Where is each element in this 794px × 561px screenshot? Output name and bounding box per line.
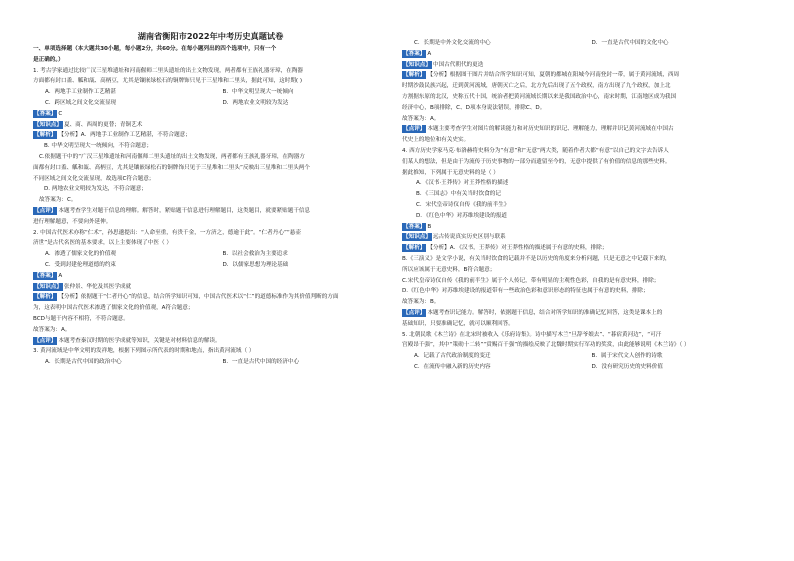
option-a: A．记载了古代政治制度的变迁 <box>414 353 491 360</box>
explain-line: 时期沙鼓民族兴起，迁到黄河流域，唐朝灭亡之后，北方先后出现了五个政权，南方出现了九个政权，加上北 <box>402 83 671 90</box>
comment-text: 本题考查学生对题干信息的理解。解答时，紧贴题干信息进行理解题目，这类题目，就要紧贴题干信息 <box>58 207 311 214</box>
point-tag: 【知识点】 <box>34 121 62 128</box>
explain-line: 不同区域之间文化交流显现，故选项C符合题意； <box>33 175 155 182</box>
answer-value: C <box>58 110 63 117</box>
analysis-tag: 【解析】 <box>34 132 57 139</box>
left-column <box>33 30 388 368</box>
comment-line: 基础知识，只要准确记忆，就可以顺利回答。 <box>402 320 514 327</box>
comment-line <box>402 308 757 319</box>
comment-line: 代史上的地位和有关史实。 <box>402 137 470 144</box>
explain-line: 面都有封口盉、觚和瓿、高柄豆，尤其是镶嵌绿松石的铜牌饰只见于三星堆和二里头”反映出三星堆和二里头两个 <box>33 164 310 171</box>
analysis-tag: 【解析】 <box>403 72 426 79</box>
answer-line <box>402 49 757 60</box>
option-c: C．跨区域之间文化交流显现 <box>45 99 117 106</box>
option-a: A．《汉书·王莽传》对王莽性格的描述 <box>416 180 509 187</box>
analysis-tag: 【解析】 <box>403 245 426 252</box>
explain-line: B.《三演义》是文学小说，有关当时饮食的记载并不是以历史的角度来分析问题，只是无意之中记载下来的， <box>402 255 671 262</box>
option-d: D．以儒家思想为理论基础 <box>222 261 289 268</box>
comment-line: 进行理解题意，不要向外延伸。 <box>33 218 112 225</box>
question-stem: 宫殿昂千强”，其中“策勋十二转”“赏赐百千强”的描绘反映了北魏时期实行军功的奖赏，由此能够说明《木兰诗》（ ） <box>402 342 690 349</box>
explain-line: 所以应该属于无意史料，B符合题意； <box>402 266 496 273</box>
comment-tag: 【点评】 <box>403 309 426 316</box>
analysis-line <box>33 130 388 141</box>
option-d: D．没有研究历史的史料价值 <box>591 363 663 370</box>
point-text: 中国古代朝代的更迭 <box>432 61 484 68</box>
option-row <box>402 362 757 373</box>
explain-line: 为，这表明中国古代医术渗透了儒家文化的价值观，A符合题意； <box>33 305 194 312</box>
comment-text: 本题考查识记能力。解答时，依据题干信息，结合对所学知识的准确记忆回答，这类是课本上的 <box>427 309 663 316</box>
question-stem: 3. 黄河流域是中华文明的发祥地，根据下列图示所代表的时期和地点，指出黄河流域（ ） <box>33 348 255 355</box>
answer-line <box>33 271 388 282</box>
option-b: B．以社会救治为主要追求 <box>222 251 288 258</box>
analysis-text: 【分析】根据图干图片并结合所学知识可知，夏朝的都城在阳城今河南登封一带，属于黄河流域，西周 <box>427 72 680 79</box>
question-stem: 据此推知，下列属于无意史料的是（ ） <box>402 169 499 176</box>
comment-line <box>33 336 388 347</box>
comment-text: 本题主要考查学生对图片的解读能力和对历史知识的识记、理解能力，理解并识记黄河流域在中国古 <box>427 126 674 133</box>
answer-line <box>33 109 388 120</box>
explain-line: C.依据题干中的“广汉三星堆遗址和河南偃师二里头遗址的出土文物发现，两者都有王族礼器牙璋，在陶器方 <box>39 153 305 160</box>
answer-value: A <box>58 272 63 279</box>
analysis-text: 【分析】A．两地手工业制作工艺精湛，不符合题意； <box>58 132 191 139</box>
option-row <box>33 260 388 271</box>
analysis-tag: 【解析】 <box>34 294 57 301</box>
comment-text: 本题考查秦汉时期的医学成就等知识，关键是对材料信息的解读。 <box>58 337 221 344</box>
answer-tag: 【答案】 <box>403 50 426 57</box>
option-row <box>33 98 388 109</box>
point-tag: 【知识点】 <box>403 61 431 68</box>
answer-tag: 【答案】 <box>34 272 57 279</box>
option-row <box>33 249 388 260</box>
section-heading-cont: 是正确的。） <box>33 56 64 63</box>
explain-line: BCD与题干内容不相符，不符合题意。 <box>33 315 129 322</box>
question-stem: 济世”是古代名医的基本要求，以上主要体现了中医（ ） <box>33 240 172 247</box>
point-tag: 【知识点】 <box>403 234 431 241</box>
option-c: C．宋代皇帝诗仪自传《我的前半生》 <box>416 201 510 208</box>
analysis-line <box>402 70 757 81</box>
question-stem: 们某人的想法，但是由于为流传于历史事物的一部分而遗留至今的，无意中提供了有价值的信息的那些史料。 <box>402 158 671 165</box>
option-a: A．两地手工业制作工艺精湛 <box>45 89 116 96</box>
option-row <box>33 87 388 98</box>
analysis-text: 【分析】A．《汉书，王莽传》对王莽性格的描述属于有意的史料，排除； <box>427 245 608 252</box>
right-column <box>402 38 757 373</box>
option-c: C．在流传中融入新的历史内容 <box>414 363 491 370</box>
answer-tag: 【答案】 <box>34 110 57 117</box>
option-d: D．一直是古代中国的文化中心 <box>591 40 669 46</box>
explain-line: 故答案为：C。 <box>39 197 77 204</box>
question-stem: 方面都有封口盉、觚和瓿、高柄豆，尤其是镶嵌绿松石的铜牌饰只见于三星堆和二里头，据此可知，这时期( ) <box>33 78 303 85</box>
explain-line: 方割据东原的北汉，史称五代十国，统治者把黄河流域长期以来是我国政治中心，南宋时期，江南地区成为我国 <box>402 93 677 100</box>
answer-value: A <box>427 50 432 57</box>
option-d: D．《红色中华》对苏维埃建设的报道 <box>416 212 508 219</box>
explain-line: C.宋代皇帝诗仪自传《我的前半生》属于个人传记，带有明显的主观性色彩，自我的是有意史料，排除； <box>402 277 660 284</box>
answer-value: B <box>427 223 432 230</box>
explain-line: B. 中华文明呈现大一统倾向，不符合题意； <box>44 143 153 150</box>
point-text: 夏、商、西周的更替；青铜艺术 <box>63 121 143 128</box>
point-line <box>33 282 388 293</box>
option-row <box>402 38 757 49</box>
comment-tag: 【点评】 <box>34 337 57 344</box>
analysis-text: 【分析】依据题干“仁者丹心”的信息，结合所学知识可知，中国古代医术以“仁”的道德标准作为其价值判断的方面 <box>58 294 339 301</box>
analysis-line <box>33 292 388 303</box>
option-b: B．中华文明呈现大一统倾向 <box>222 89 294 96</box>
point-text: 远古传说真实历史区别与联系 <box>432 234 506 241</box>
point-line <box>402 232 757 243</box>
option-d: D．两地农业文明较为发达 <box>222 99 289 106</box>
point-line <box>33 120 388 131</box>
option-a: A．渗透了儒家文化的价值观 <box>45 251 116 258</box>
point-line <box>402 60 757 71</box>
question-stem: 4. 西方历史学家马克·布洛赫将史料分为“有意”和“无意”两大类，随着作者大都“有意”以自己的文字去告诉人 <box>402 147 669 154</box>
explain-line: D. 两地农业文明较为发达，不符合题意； <box>44 186 147 193</box>
comment-tag: 【点评】 <box>34 207 57 214</box>
comment-line <box>402 124 757 135</box>
question-stem: 1. 考古学家通过比较广汉三星堆遗址和河南偃师二里头遗址的出土文物发现，两者都有王族礼器牙璋，在陶器 <box>33 67 304 74</box>
option-c: C．长期是中外文化交流的中心 <box>414 40 491 46</box>
answer-line <box>402 222 757 233</box>
exam-title: 湖南省衡阳市2022年中考历史真题试卷 <box>137 31 284 41</box>
analysis-line <box>402 243 757 254</box>
explain-line: 经济中心，B项排除，C、D项本身说法错误，排除C、D。 <box>402 104 546 111</box>
option-b: B．属于宋代文人创作的诗歌 <box>591 353 663 360</box>
option-row <box>402 351 757 362</box>
question-stem: 2. 中国古代医术亦称“仁术”，孙思邈提出：“人命至重，有贵千金，一方济之，德逾于此”。“仁者丹心”“悬壶 <box>33 229 301 236</box>
explain-line: 故答案为：A。 <box>402 115 440 122</box>
comment-tag: 【点评】 <box>403 126 426 133</box>
explain-line: 故答案为：B。 <box>402 299 440 306</box>
section-heading: 一、单项选择题（本大题共30小题，每小题2分，共60分。在每小题列出的四个选项中，只有一个 <box>33 46 277 52</box>
comment-line <box>33 206 388 217</box>
question-stem: 5. 北朝民歌《木兰诗》在北宋时被收入《乐府诗集》。诗中描写木兰“旦辞爷娘去”、“暮宿黄河边”，“可汗 <box>402 331 662 338</box>
point-text: 张仲景、华佗及其医学成就 <box>63 283 132 290</box>
answer-tag: 【答案】 <box>403 223 426 230</box>
option-a: A．长期是古代中国的政治中心 <box>45 359 122 366</box>
point-tag: 【知识点】 <box>34 283 62 290</box>
option-b: B．一直是古代中国的经济中心 <box>222 359 300 366</box>
explain-line: D.《红色中华》对苏维埃建设的报道带有一些政治色彩和意识形态的特征也属于有意的史料，排除； <box>402 288 649 295</box>
option-b: B．《三国志》中有关当时饮食的记 <box>416 191 501 198</box>
option-row <box>33 357 388 368</box>
explain-line: 故答案为：A。 <box>33 326 71 333</box>
option-c: C．受到封建伦理道德的约束 <box>45 261 117 268</box>
